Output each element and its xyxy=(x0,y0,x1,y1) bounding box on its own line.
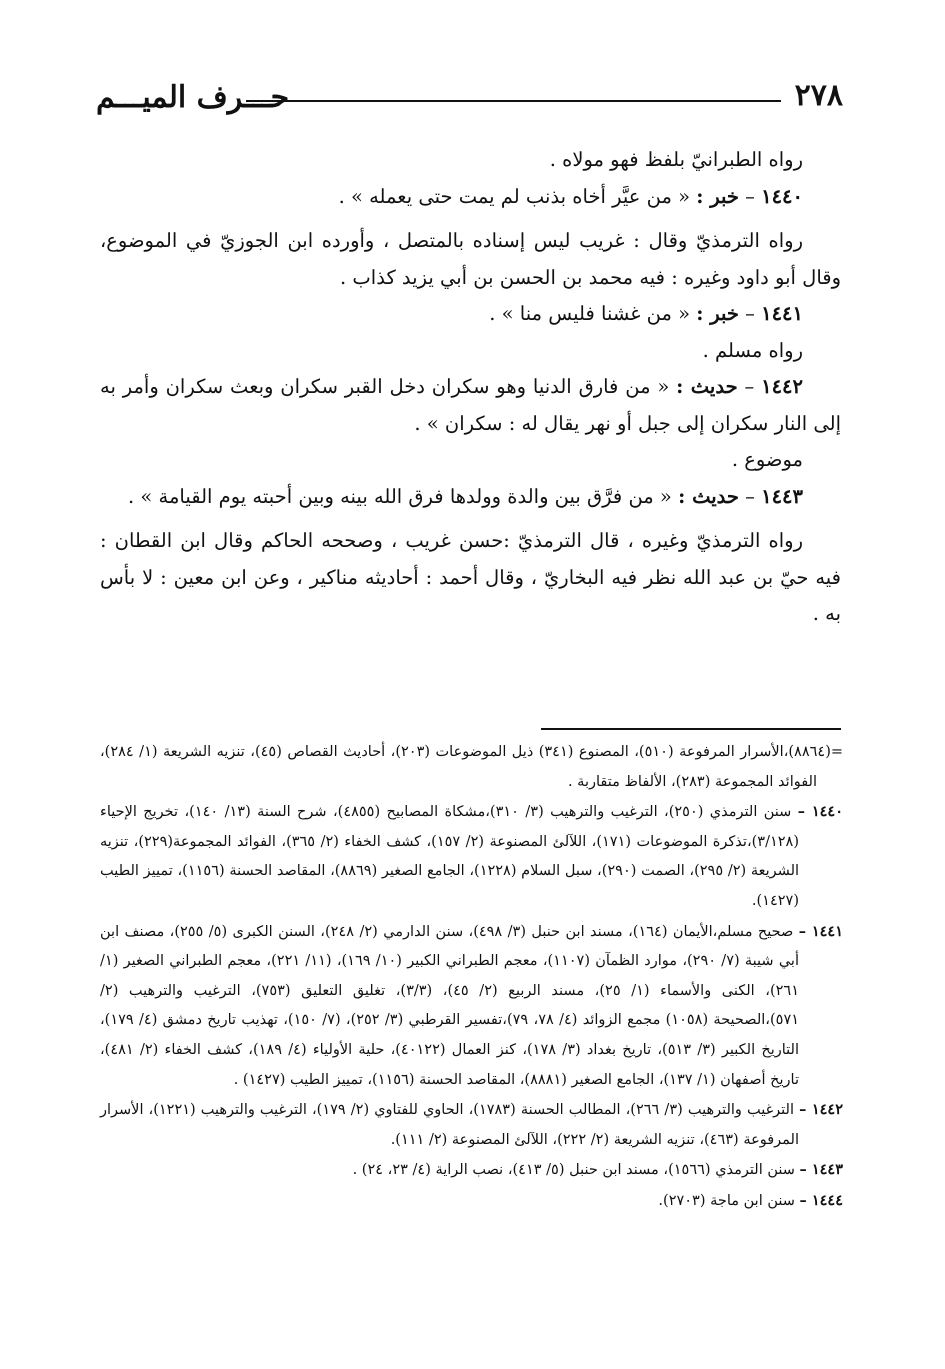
footnote-1440 xyxy=(100,797,843,916)
footnote-number: ١٤٤٠ – xyxy=(797,803,843,821)
footnote-number: ١٤٤٢ – xyxy=(799,1101,843,1119)
hadith-kind: حديث : xyxy=(678,484,739,508)
footnote-text: صحيح مسلم،الأيمان (١٦٤)، مسند ابن حنبل (٣/ ٤٩٨)، سنن الدارمي (٢/ ٢٤٨)، السنن الكبرى (٥/ ٢٥٥)، مصنف ابن أبي شيبة (٧/ ٢٩٠)، موارد الظمآن (١١٠٧)، معجم الطبراني الكبير (١٠/ ١٦٩)، (١١/ ٢٢١)، معجم الطبراني الصغير (١/ ٢٦١)، الكنى والأسماء (١/ ٢٥)، مسند الربيع (٢/ ٤٥)، (٣/٣)، تغليق التعليق (٧٥٣)، الترغيب والترهيب (٢/ ٥٧١)،الصحيحة (١٠٥٨) مجمع الزوائد (٤/ ٧٨، ٧٩)،تفسير القرطبي (٣/ ٢٥٢)، (٧/ ١٥٠)، تهذيب تاريخ دمشق (٤/ ١٧٩)، التاريخ الكبير (٣/ ٥١٣)، تاريخ بغداد (٣/ ١٧٨)، كنز العمال (٤٠١٢٢)، حلية الأولياء (٤/ ١٨٩)، كشف الخفاء (٢/ ٤٨١)، تاريخ أصفهان (١/ ١٣٧)، الجامع الصغير (٨٨٨١)، المقاصد الحسنة (١١٥٦)، تمييز الطيب (١٤٢٧) . xyxy=(100,923,800,1088)
paragraph: رواه الطبرانيّ بلفظ فهو مولاه . xyxy=(549,148,803,171)
hadith-kind: خبر : xyxy=(696,302,739,325)
hadith-text: « من فارق الدنيا وهو سكران دخل القبر سكران وبعث سكران وأمر به إلى النار سكران إلى جبل أو نهر يقال له : سكران » . xyxy=(100,375,841,435)
paragraph: رواه مسلم . xyxy=(702,338,803,362)
paragraph: رواه الترمذيّ وغيره ، قال الترمذيّ :حسن غريب ، وصححه الحاكم وقال ابن القطان : فيه حيّ بن عبد الله نظر فيه البخاريّ ، وقال أحمد : أحاديثه مناكير ، وعن ابن معين : لا بأس به . xyxy=(100,529,841,625)
hadith-kind: حديث : xyxy=(676,375,738,398)
page-number: ٢٧٨ xyxy=(794,78,843,113)
hadith-1442: ١٤٤٢ – حديث : « من فارق الدنيا وهو سكران دخل القبر سكران وبعث سكران وأمر به إلى النار سكران إلى جبل أو نهر يقال له : سكران » . xyxy=(100,375,841,435)
footnote-number: ١٤٤٤ – xyxy=(799,1191,843,1209)
footnote-1441 xyxy=(100,917,843,1096)
footnote-rule xyxy=(541,728,841,730)
paragraph: رواه الترمذيّ وقال : غريب ليس إسناده بالمتصل ، وأورده ابن الجوزيّ في الموضوع، وقال أبو داود وغيره : فيه محمد بن الحسن بن أبي يزيد كذاب . xyxy=(100,229,841,289)
header-rule xyxy=(246,100,781,102)
hadith-text: « من عيَّر أخاه بذنب لم يمت حتى يعمله » . xyxy=(338,184,691,208)
footnote-1442 xyxy=(100,1095,843,1155)
paragraph: موضوع . xyxy=(731,448,803,471)
footnote-text: سنن ابن ماجة (٢٧٠٣). xyxy=(658,1192,795,1209)
footnote-text: الترغيب والترهيب (٣/ ٢٦٦)، المطالب الحسنة (١٧٨٣)، الحاوي للفتاوي (٢/ ١٧٩)، الترغيب والترهيب (١٢٢١)، الأسرار المرفوعة (٤٦٣)، تنزيه الشريعة (٢/ ٢٢٢)، اللآلئ المصنوعة (٢/ ١١١). xyxy=(100,1102,799,1148)
footnote-text: سنن الترمذي (٢٥٠)، الترغيب والترهيب (٣/ ٣١٠)،مشكاة المصابيح (٤٨٥٥)، شرح السنة (١٣/ ١٤٠)، تخريج الإحياء (٣/١٢٨)،تذكرة الموضوعات (١٧١)، اللآلئ المصنوعة (٢/ ١٥٧)، كشف الخفاء (٢/ ٣٦٥)، الفوائد المجموعة(٢٢٩)، تنزيه الشريعة (٢/ ٢٩٥)، الصمت (٢٩٠)، سبل السلام (١٢٢٨)، الجامع الصغير (٨٨٦٩)، المقاصد الحسنة (١١٥٦)، تمييز الطيب (١٤٢٧). xyxy=(100,804,800,909)
hadith-1441: ١٤٤١ – خبر : « من غشنا فليس منا » . xyxy=(489,302,803,325)
main-text xyxy=(100,142,841,633)
hadith-number: ١٤٤٣ xyxy=(761,484,803,508)
footnote-1443 xyxy=(100,1155,843,1186)
running-title: حـــرف الميـــم xyxy=(96,80,290,115)
hadith-text: « من فرَّق بين والدة وولدها فرق الله بينه وبين أحبته يوم القيامة » . xyxy=(127,484,672,508)
hadith-kind: خبر : xyxy=(696,184,739,208)
hadith-1440: ١٤٤٠ – خبر : « من عيَّر أخاه بذنب لم يمت حتى يعمله » . xyxy=(338,184,803,208)
footnote-number: ١٤٤٣ – xyxy=(799,1161,843,1179)
hadith-number: ١٤٤٠ xyxy=(761,184,803,208)
hadith-1443: ١٤٤٣ – حديث : « من فرَّق بين والدة وولدها فرق الله بينه وبين أحبته يوم القيامة » . xyxy=(127,484,803,508)
footnote-number: ١٤٤١ – xyxy=(798,922,844,940)
footnote-text: سنن الترمذي (١٥٦٦)، مسند ابن حنبل (٥/ ٤١٣)، نصب الراية (٤/ ٢٣، ٢٤) . xyxy=(352,1162,795,1179)
page-header xyxy=(96,78,843,118)
hadith-text: « من غشنا فليس منا » . xyxy=(489,302,691,325)
footnote-continuation: =(٨٨٦٤)،الأسرار المرفوعة (٥١٠)، المصنوع (٣٤١) ذيل الموضوعات (٢٠٣)، أحاديث القصاص (٤٥)، تنزيه الشريعة (١/ ٢٨٤)، الفوائد المجموعة (٢٨٣)، الألفاظ متقاربة . xyxy=(100,744,843,790)
footnote-1444 xyxy=(100,1186,843,1217)
footnotes xyxy=(100,738,843,1217)
hadith-number: ١٤٤٢ xyxy=(761,375,804,398)
hadith-number: ١٤٤١ xyxy=(761,302,803,325)
